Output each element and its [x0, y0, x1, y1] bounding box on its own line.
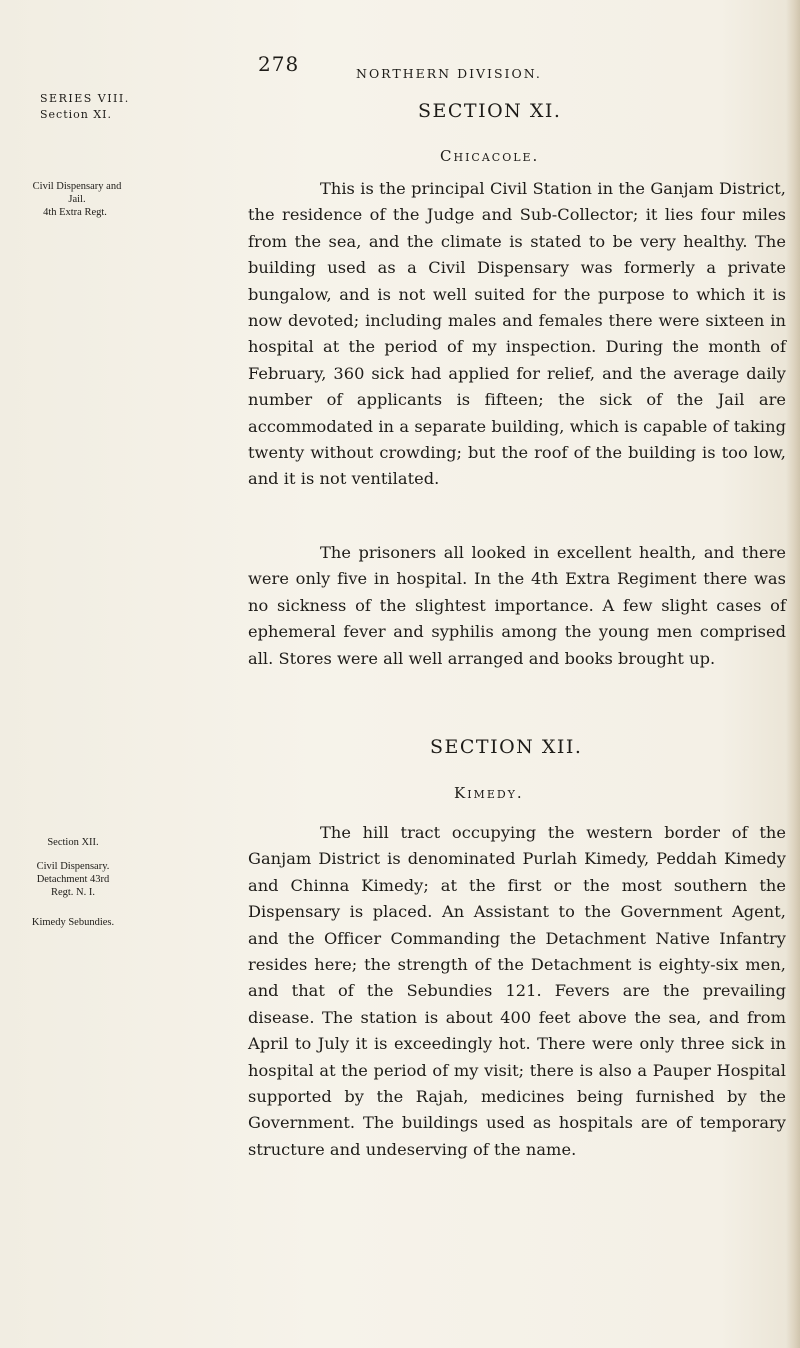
page-number: 278 [258, 52, 300, 76]
section-xii-paragraph-1: The hill tract occupying the western border of the Ganjam District is denominated Purlah Kimedy, Peddah Kimedy and Chinna Kimedy; at the first or the most southern the Dispensary is placed. An Assistant to the Government Agent, and the Officer Commanding the Detachment Native Infantry resides here; the strength of the Detachment is eighty-six men, and that of the Sebundies 121. Fevers are the prevailing disease. The station is about 400 feet above the sea, and from April to July it is exceedingly hot. There were only three sick in hospital at the period of my visit; there is also a Pauper Hospital supported by the Rajah, medicines being furnished by the Government. The buildings used as hospitals are of temporary structure and undeserving of the name. [248, 823, 786, 1159]
page-edge-shadow [786, 0, 800, 1348]
running-head: NORTHERN DIVISION. [356, 66, 542, 81]
section-xi-title: SECTION XI. [418, 100, 562, 122]
series-section-label: Section XI. [40, 108, 113, 121]
margin-note-section-xii: Section XII. [47, 837, 99, 848]
section-xi-paragraph-2: The prisoners all looked in excellent health, and there were only five in hospital. In the 4th Extra Regiment there was no sickness of the slightest importance. A few slight cases of ephemeral fever and syphilis among the young men comprised all. Stores were all well arranged and books brought up. [248, 543, 786, 668]
section-xi-paragraph-1: This is the principal Civil Station in the Ganjam District, the residence of the Judge and Sub-Collector; it lies four miles from the sea, and the climate is stated to be very healthy. The building used as a Civil Dispensary was formerly a private bungalow, and is not well suited for the purpose to which it is now devoted; including males and females there were sixteen in hospital at the period of my inspection. During the month of February, 360 sick had applied for relief, and the average daily number of applicants is fifteen; the sick of the Jail are accommodated in a separate building, which is capable of taking twenty without crowding; but the roof of the building is too low, and it is not ventilated. [248, 179, 786, 489]
margin-note-4th-extra-regt: 4th Extra Regt. [43, 207, 107, 218]
margin-note-civil-dispensary-detachment: Civil Dispensary. Detachment 43rd Regt. N. I. [36, 861, 110, 898]
margin-note-civil-dispensary-jail: Civil Dispensary and Jail. [32, 181, 122, 205]
section-xii-subtitle: Kimedy. [454, 784, 524, 802]
series-label: SERIES VIII. [40, 92, 130, 105]
section-xi-subtitle: Chicacole. [440, 147, 540, 165]
margin-note-kimedy-sebundies: Kimedy Sebundies. [31, 917, 115, 928]
section-xii-title: SECTION XII. [430, 736, 583, 758]
